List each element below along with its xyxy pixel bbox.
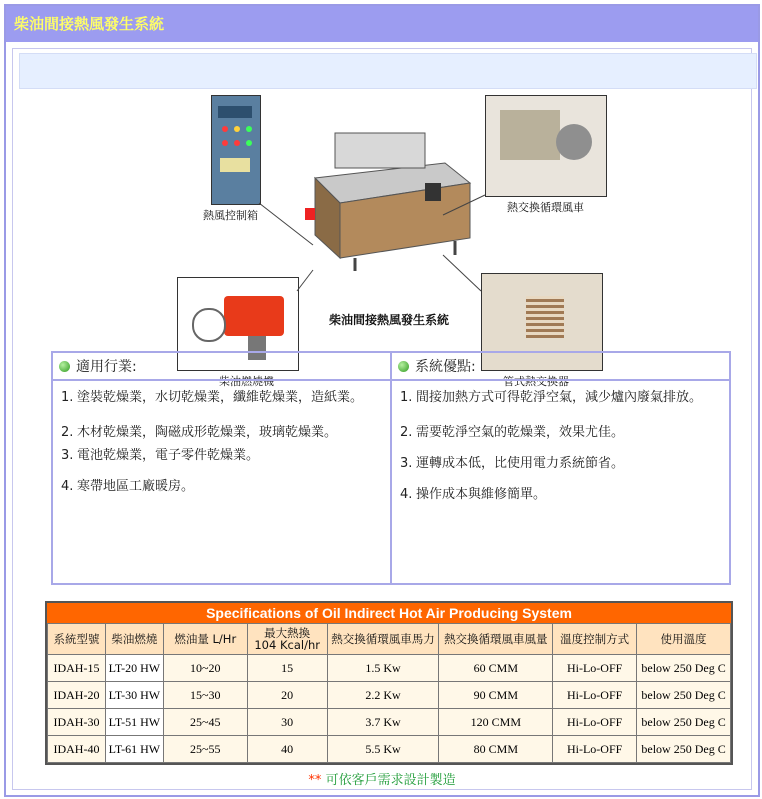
industries-heading: 適用行業: xyxy=(53,353,390,381)
advantages-heading: 系統優點: xyxy=(392,353,729,381)
spec-table-title: Specifications of Oil Indirect Hot Air Producing System xyxy=(47,603,731,623)
col-header-temp-range: 使用溫度 xyxy=(637,624,731,655)
table-row: IDAH-40 LT-61 HW 25~55 40 5.5 Kw 80 CMM Hi-Lo-OFF below 250 Deg C xyxy=(48,736,731,763)
col-header-fuel: 燃油量 L/Hr xyxy=(163,624,247,655)
col-header-model: 系統型號 xyxy=(48,624,106,655)
spec-table-header xyxy=(48,624,731,655)
page-frame xyxy=(4,4,760,797)
table-row: IDAH-30 LT-51 HW 25~45 30 3.7 Kw 120 CMM Hi-Lo-OFF below 250 Deg C xyxy=(48,709,731,736)
col-header-fan-power: 熱交換循環風車馬力 xyxy=(327,624,439,655)
col-header-temp-control: 溫度控制方式 xyxy=(553,624,637,655)
green-bullet-icon xyxy=(59,361,70,372)
control-box-caption: 熱風控制箱 xyxy=(203,209,258,222)
list-item: 3. 運轉成本低，比使用電力系統節省。 xyxy=(400,456,625,471)
advantages-list xyxy=(392,381,729,503)
list-item: 2. 需要乾淨空氣的乾燥業，效果尤佳。 xyxy=(400,425,625,440)
burner-caption: 柴油燃燒機 xyxy=(219,375,274,388)
list-item: 1. 間接加熱方式可得乾淨空氣，減少爐內廢氣排放。 xyxy=(400,390,703,405)
features-panel xyxy=(51,351,731,585)
spec-table xyxy=(47,623,731,763)
list-item: 1. 塗裝乾燥業，水切乾燥業，纖維乾燥業，造紙業。 xyxy=(61,390,364,405)
system-name-label: 柴油間接熱風發生系統 xyxy=(329,313,450,327)
table-row: IDAH-15 LT-20 HW 10~20 15 1.5 Kw 60 CMM Hi-Lo-OFF below 250 Deg C xyxy=(48,655,731,682)
circulation-fan-caption: 熱交換循環風車 xyxy=(507,201,584,214)
industries-list xyxy=(53,381,390,495)
custom-design-note: ** 可依客戶需求設計製造 xyxy=(308,773,456,788)
list-item: 2. 木材乾燥業，陶磁成形乾燥業，玻璃乾燥業。 xyxy=(61,425,338,440)
content-panel xyxy=(12,48,752,790)
list-item: 4. 操作成本與維修簡單。 xyxy=(400,487,547,502)
heat-exchanger-caption: 管式熱交換器 xyxy=(503,375,569,388)
col-header-fan-volume: 熱交換循環風車風量 xyxy=(439,624,553,655)
col-header-max-heat: 最大熱換 104 Kcal/hr xyxy=(247,624,327,655)
spec-table-container xyxy=(45,601,733,765)
list-item: 4. 寒帶地區工廠暖房。 xyxy=(61,479,195,494)
table-row: IDAH-20 LT-30 HW 15~30 20 2.2 Kw 90 CMM Hi-Lo-OFF below 250 Deg C xyxy=(48,682,731,709)
green-bullet-icon xyxy=(398,361,409,372)
industries-column xyxy=(53,353,390,583)
banner-strip xyxy=(19,53,757,89)
col-header-burner: 柴油燃燒 xyxy=(105,624,163,655)
page-title: 柴油間接熱風發生系統 xyxy=(6,6,758,42)
advantages-column xyxy=(390,353,729,583)
callout-lines xyxy=(163,95,613,341)
list-item: 3. 電池乾燥業，電子零件乾燥業。 xyxy=(61,448,260,463)
